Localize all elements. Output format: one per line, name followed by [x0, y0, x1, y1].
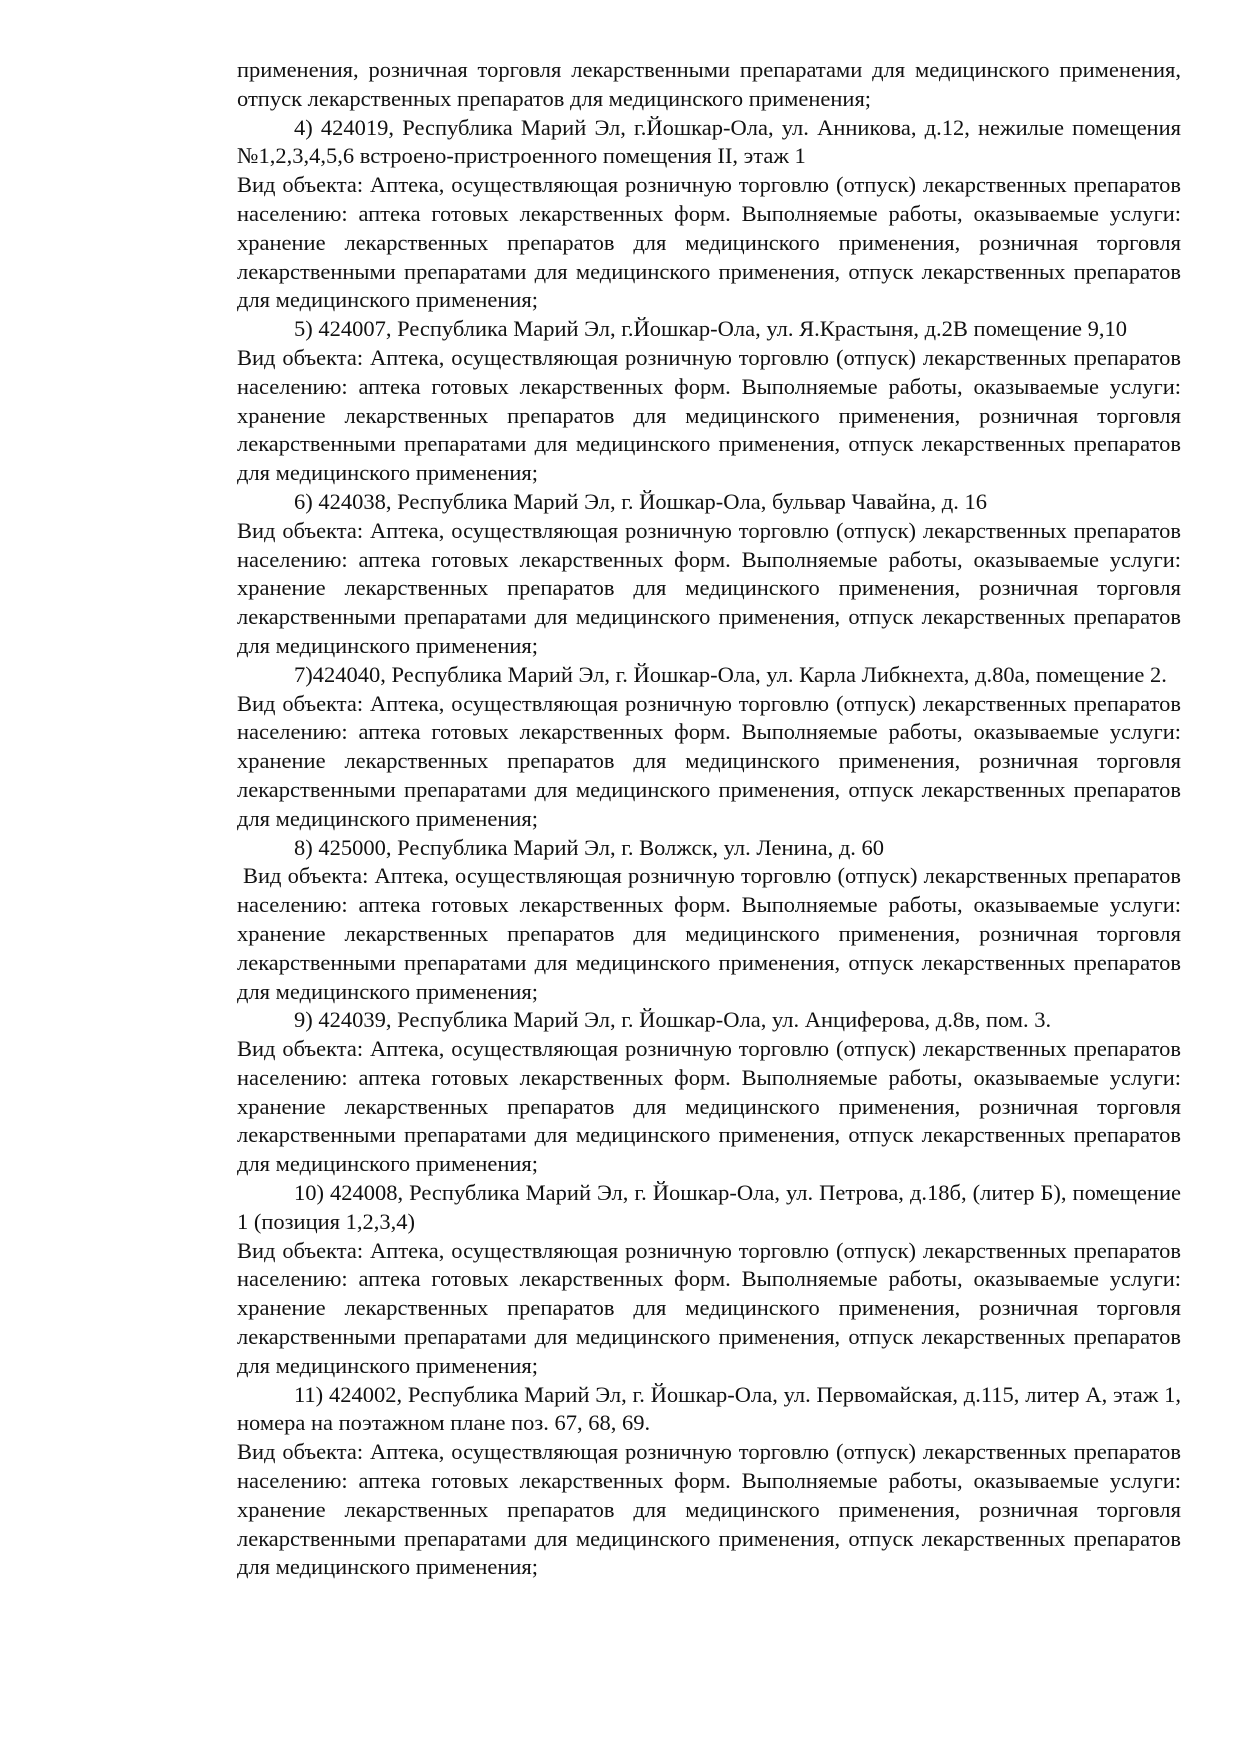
- item-9-address: 9) 424039, Республика Марий Эл, г. Йошкар-Ола, ул. Анциферова, д.8в, пом. 3.: [294, 1007, 1052, 1033]
- item-6-address: 6) 424038, Республика Марий Эл, г. Йошкар-Ола, бульвар Чавайна, д. 16: [294, 488, 987, 514]
- item-11-description: Вид объекта: Аптека, осуществляющая розничную торговлю (отпуск) лекарственных препаратов населению: аптека готовых лекарственных форм. Выполняемые работы, оказываемые услуги: хранение лекарственных препаратов для медицинского применения, розничная торговля лекарственными препаратами для медицинского применения, отпуск лекарственных препаратов для медицинского применения;: [237, 1439, 1181, 1580]
- item-4-address: 4) 424019, Республика Марий Эл, г.Йошкар-Ола, ул. Анникова, д.12, нежилые помещения №1,2,3,4,5,6 встроено-пристроенного помещения II, этаж 1: [237, 114, 1181, 169]
- document-page: [237, 56, 1181, 1582]
- intro-paragraph: применения, розничная торговля лекарственными препаратами для медицинского применения, отпуск лекарственных препаратов для медицинского применения;: [237, 57, 1181, 111]
- item-10-description: Вид объекта: Аптека, осуществляющая розничную торговлю (отпуск) лекарственных препаратов населению: аптека готовых лекарственных форм. Выполняемые работы, оказываемые услуги: хранение лекарственных препаратов для медицинского применения, розничная торговля лекарственными препаратами для медицинского применения, отпуск лекарственных препаратов для медицинского применения;: [237, 1237, 1181, 1378]
- item-4-description: Вид объекта: Аптека, осуществляющая розничную торговлю (отпуск) лекарственных препаратов населению: аптека готовых лекарственных форм. Выполняемые работы, оказываемые услуги: хранение лекарственных препаратов для медицинского применения, розничная торговля лекарственными препаратами для медицинского применения, отпуск лекарственных препаратов для медицинского применения;: [237, 172, 1181, 313]
- item-6-description: Вид объекта: Аптека, осуществляющая розничную торговлю (отпуск) лекарственных препаратов населению: аптека готовых лекарственных форм. Выполняемые работы, оказываемые услуги: хранение лекарственных препаратов для медицинского применения, розничная торговля лекарственными препаратами для медицинского применения, отпуск лекарственных препаратов для медицинского применения;: [237, 517, 1181, 658]
- item-10-address: 10) 424008, Республика Марий Эл, г. Йошкар-Ола, ул. Петрова, д.18б, (литер Б), помещение 1 (позиция 1,2,3,4): [237, 1180, 1181, 1234]
- item-8-description: Вид объекта: Аптека, осуществляющая розничную торговлю (отпуск) лекарственных препаратов населению: аптека готовых лекарственных форм. Выполняемые работы, оказываемые услуги: хранение лекарственных препаратов для медицинского применения, розничная торговля лекарственными препаратами для медицинского применения, отпуск лекарственных препаратов для медицинского применения;: [237, 863, 1181, 1004]
- item-9-description: Вид объекта: Аптека, осуществляющая розничную торговлю (отпуск) лекарственных препаратов населению: аптека готовых лекарственных форм. Выполняемые работы, оказываемые услуги: хранение лекарственных препаратов для медицинского применения, розничная торговля лекарственными препаратами для медицинского применения, отпуск лекарственных препаратов для медицинского применения;: [237, 1036, 1181, 1177]
- item-5-description: Вид объекта: Аптека, осуществляющая розничную торговлю (отпуск) лекарственных препаратов населению: аптека готовых лекарственных форм. Выполняемые работы, оказываемые услуги: хранение лекарственных препаратов для медицинского применения, розничная торговля лекарственными препаратами для медицинского применения, отпуск лекарственных препаратов для медицинского применения;: [237, 344, 1181, 486]
- item-8-address: 8) 425000, Республика Марий Эл, г. Волжск, ул. Ленина, д. 60: [294, 834, 885, 860]
- item-5-address: 5) 424007, Республика Марий Эл, г.Йошкар-Ола, ул. Я.Крастыня, д.2В помещение 9,10: [294, 316, 1127, 342]
- item-7-description: Вид объекта: Аптека, осуществляющая розничную торговлю (отпуск) лекарственных препаратов населению: аптека готовых лекарственных форм. Выполняемые работы, оказываемые услуги: хранение лекарственных препаратов для медицинского применения, розничная торговля лекарственными препаратами для медицинского применения, отпуск лекарственных препаратов для медицинского применения;: [237, 690, 1181, 831]
- item-7-address: 7)424040, Республика Марий Эл, г. Йошкар-Ола, ул. Карла Либкнехта, д.80а, помещение 2.: [294, 661, 1167, 687]
- item-11-address: 11) 424002, Республика Марий Эл, г. Йошкар-Ола, ул. Первомайская, д.115, литер А, этаж 1, номера на поэтажном плане поз. 67, 68, 69.: [237, 1381, 1181, 1436]
